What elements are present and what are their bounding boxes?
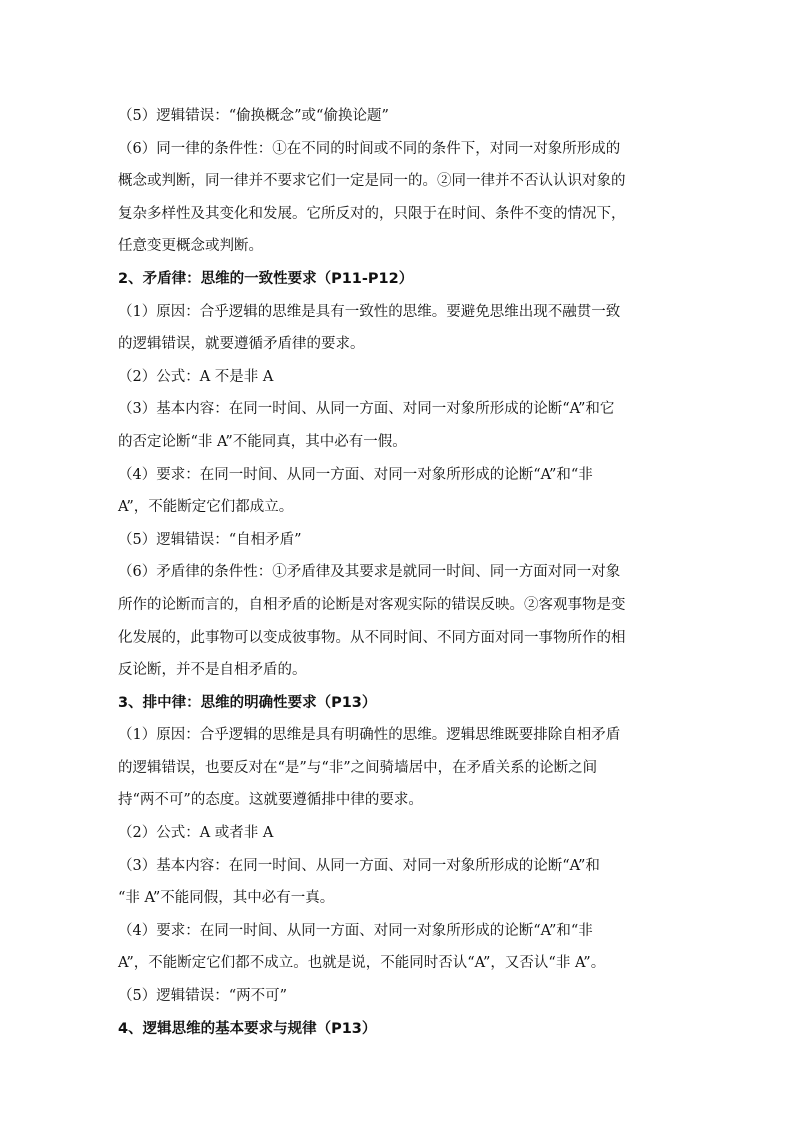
text-line: （2）公式：A 或者非 A [118,825,274,842]
text-line: 反论断，并不是自相矛盾的。 [118,662,307,679]
text-line: A”，不能断定它们都不成立。也就是说，不能同时否认“A”，又否认“非 A”。 [118,955,606,972]
text-line: 概念或判断，同一律并不要求它们一定是同一的。②同一律并不否认认识对象的 [118,173,626,190]
text-line: 化发展的，此事物可以变成彼事物。从不同时间、不同方面对同一事物所作的相 [118,629,626,646]
text-line: （4）要求：在同一时间、从同一方面、对同一对象所形成的论断“A”和“非 [118,922,593,939]
text-line: （5）逻辑错误：“两不可” [118,988,288,1005]
text-line: 持“两不可”的态度。这就要遵循排中律的要求。 [118,792,423,809]
text-line: （1）原因：合乎逻辑的思维是具有一致性的思维。要避免思维出现不融贯一致 [118,303,621,320]
text-line: （5）逻辑错误：“偷换概念”或“偷换论题” [118,108,389,124]
document-body [118,100,696,1045]
text-line: 的逻辑错误，就要遵循矛盾律的要求。 [118,336,365,353]
section-heading-contradiction-law: 2、矛盾律：思维的一致性要求（P11-P12） [118,270,414,287]
text-line: 的逻辑错误，也要反对在“是”与“非”之间骑墙居中，在矛盾关系的论断之间 [118,759,598,776]
section-heading-excluded-middle-law: 3、排中律：思维的明确性要求（P13） [118,694,377,711]
text-line: （2）公式：A 不是非 A [118,368,274,385]
text-line: A”，不能断定它们都成立。 [118,499,294,516]
text-line: （5）逻辑错误：“自相矛盾” [118,531,302,548]
text-line: （4）要求：在同一时间、从同一方面、对同一对象所形成的论断“A”和“非 [118,466,593,483]
text-line: （3）基本内容：在同一时间、从同一方面、对同一对象所形成的论断“A”和它 [118,401,615,418]
text-line: 复杂多样性及其变化和发展。它所反对的，只限于在时间、条件不变的情况下， [118,205,626,222]
text-line: 任意变更概念或判断。 [118,238,263,255]
text-line: （6）同一律的条件性：①在不同的时间或不同的条件下，对同一对象所形成的 [118,140,621,157]
text-line: 所作的论断而言的，自相矛盾的论断是对客观实际的错误反映。②客观事物是变 [118,596,626,613]
text-line: （6）矛盾律的条件性：①矛盾律及其要求是就同一时间、同一方面对同一对象 [118,564,621,581]
text-line: 的否定论断“非 A”不能同真，其中必有一假。 [118,433,407,450]
text-line: （1）原因：合乎逻辑的思维是具有明确性的思维。逻辑思维既要排除自相矛盾 [118,727,621,744]
text-line: （3）基本内容：在同一时间、从同一方面、对同一对象所形成的论断“A”和 [118,857,600,874]
text-line: “非 A”不能同假，其中必有一真。 [118,890,335,907]
section-heading-basic-requirements: 4、逻辑思维的基本要求与规律（P13） [118,1020,377,1037]
